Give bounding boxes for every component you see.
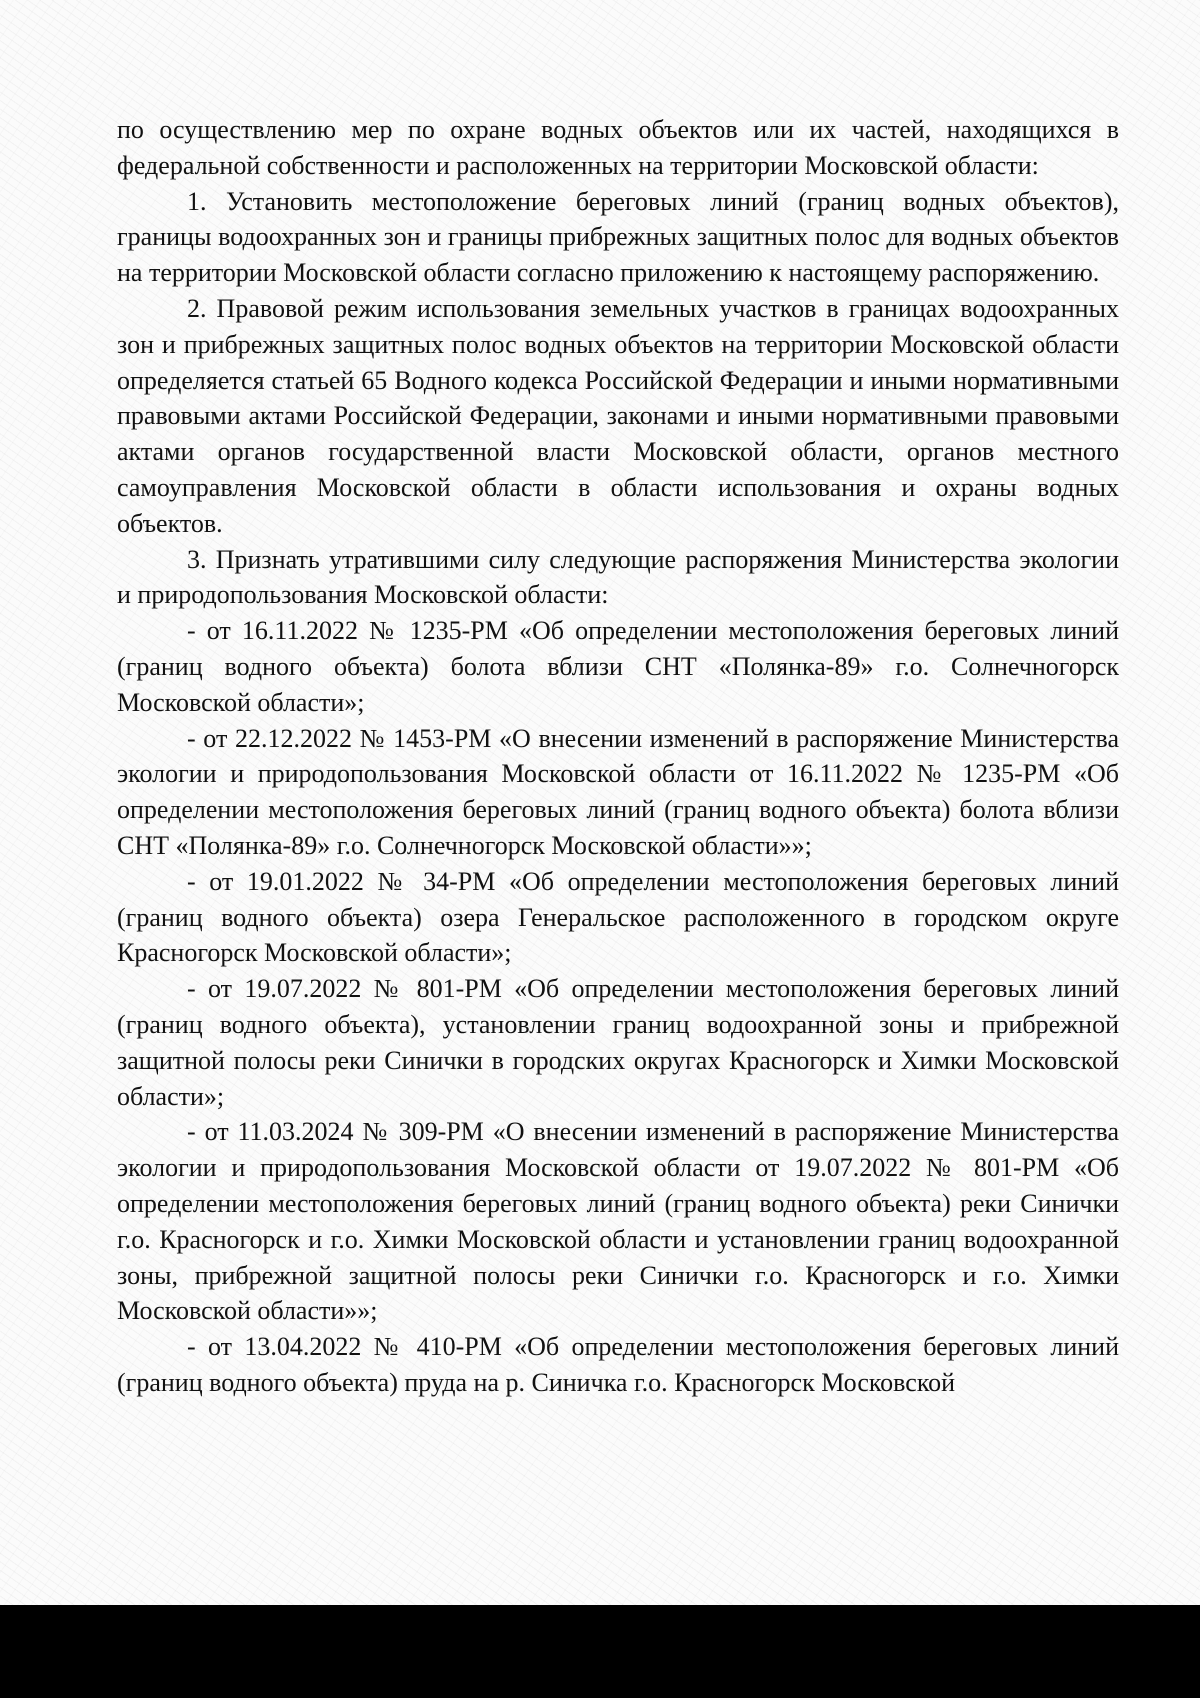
list-item-order-309: - от 11.03.2024 № 309-РМ «О внесении изменений в распоряжение Министерства экологии и природопользования Московской области от 19.07.2022 № 801-РМ «Об определении местоположения береговых линий (границ водного объекта) реки Синички г.о. Красногорск и г.о. Химки Московской области и установлении границ водоохранной зоны, прибрежной защитной полосы реки Синички г.о. Красногорск и г.о. Химки Московской области»»; [117,1117,1119,1326]
paragraph-item-2: 2. Правовой режим использования земельных участков в границах водоохранных зон и прибрежных защитных полос водных объектов на территории Московской области определяется статьей 65 Водного кодекса Российской Федерации и иными нормативными правовыми актами Российской Федерации, законами и иными нормативными правовыми актами органов государственной власти Московской области, органов местного самоуправления Московской области в области использования и охраны водных объектов. [117,293,1119,538]
list-item-order-801: - от 19.07.2022 № 801-РМ «Об определении местоположения береговых линий (границ водного объекта), установлении границ водоохранной зоны и прибрежной защитной полосы реки Синички в городских округах Красногорск и Химки Московской области»; [117,974,1119,1111]
list-item-order-1235: - от 16.11.2022 № 1235-РМ «Об определении местоположения береговых линий (границ водного объекта) болота вблизи СНТ «Полянка-89» г.о. Солнечногорск Московской области»; [117,616,1119,717]
scan-bottom-edge [0,1605,1200,1698]
list-item-order-410: - от 13.04.2022 № 410-РМ «Об определении местоположения береговых линий (границ водного объекта) пруда на р. Синичка г.о. Красногорск Московской [117,1332,1119,1397]
paragraph-item-3: 3. Признать утратившими силу следующие распоряжения Министерства экологии и природопользования Московской области: [117,544,1119,610]
list-item-order-34: - от 19.01.2022 № 34-РМ «Об определении местоположения береговых линий (границ водного объекта) озера Генеральское расположенного в городском округе Красногорск Московской области»; [117,866,1119,968]
list-item-order-1453: - от 22.12.2022 № 1453-РМ «О внесении изменений в распоряжение Министерства экологии и природопользования Московской области от 16.11.2022 № 1235-РМ «Об определении местоположения береговых линий (границ водного объекта) болота вблизи СНТ «Полянка-89» г.о. Солнечногорск Московской области»»; [117,723,1119,860]
document-body [117,112,1119,1401]
paragraph-item-1: 1. Установить местоположение береговых линий (границ водных объектов), границы водоохранных зон и границы прибрежных защитных полос для водных объектов на территории Московской области согласно приложению к настоящему распоряжению. [117,186,1119,288]
paragraph-intro: по осуществлению мер по охране водных объектов или их частей, находящихся в федеральной собственности и расположенных на территории Московской области: [117,115,1119,180]
